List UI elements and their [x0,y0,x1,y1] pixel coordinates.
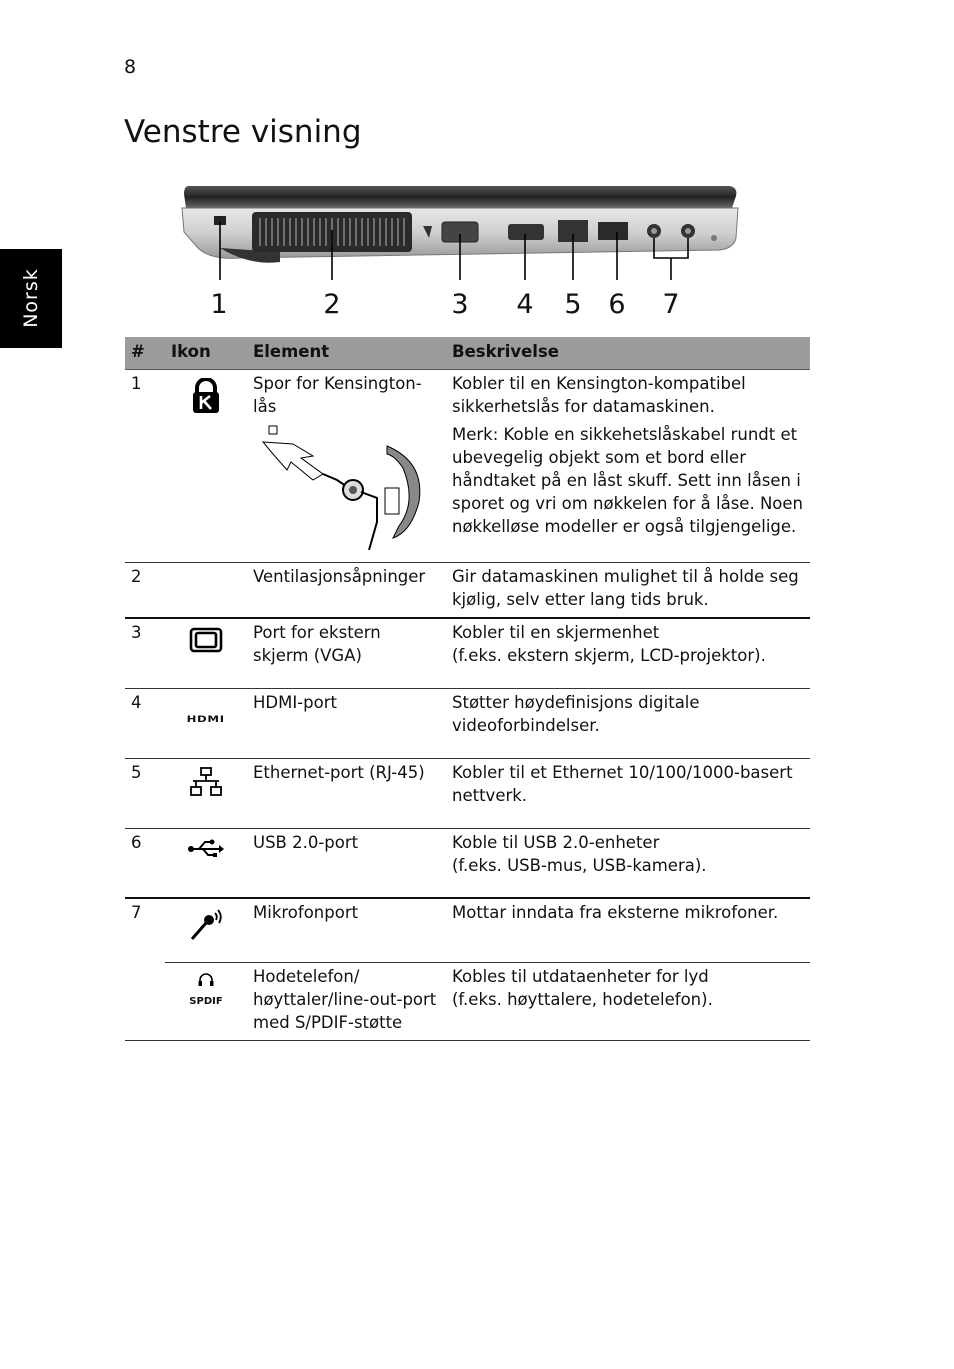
row-note [452,423,804,538]
row-icon [165,370,247,563]
header-element: Element [247,337,446,370]
table-row [125,563,810,619]
row-description [446,962,810,1040]
row-description-example: (f.eks. USB-mus, USB-kamera). [452,855,707,875]
kensington-lock-icon [191,378,221,414]
spdif-icon-label: SPDIF [189,995,223,1007]
callout-1: 1 [210,289,228,320]
row-icon [165,563,247,619]
usb-icon [187,837,225,859]
headphone-icon [196,971,216,987]
page-number: 8 [124,56,137,78]
row-description [446,828,810,898]
row-element: Mikrofonport [253,903,359,922]
row-description [446,618,810,688]
language-tab [0,249,62,348]
row-element: Ethernet-port (RJ-45) [247,758,446,828]
row-description: Gir datamaskinen mulighet til å holde seg kjølig, selv etter lang tids bruk. [446,563,810,619]
table-row [125,898,810,962]
row-description-text: Kobler til en Kensington-kompatibel sikkerhetslås for datamaskinen. [452,374,746,416]
row-element: USB 2.0-port [247,828,446,898]
row-icon [165,618,247,688]
hdmi-icon: HDMI [186,714,226,725]
row-description: Støtter høydefinisjons digitale videoforbindelser. [446,688,810,758]
table-row [125,370,810,563]
note-text: Koble en sikkehetslåskabel rundt et ubevegelig objekt som et bord eller håndtaket på en låst skuff. Sett inn låsen i sporet og vri om nøkkelen for å låse. Noen nøkkelløse modeller er også tilgjengelige. [452,425,803,536]
row-element: Port for ekstern skjerm (VGA) [247,618,446,688]
row-element [247,370,446,563]
row-num: 6 [125,828,165,898]
row-description-text: Kobles til utdataenheter for lyd [452,966,709,986]
row-num: 1 [125,370,165,563]
row-description-example: (f.eks. høyttalere, hodetelefon). [452,989,713,1009]
kensington-cable-illustration [253,422,428,550]
row-num: 5 [125,758,165,828]
table-row [125,828,810,898]
callout-6: 6 [608,289,626,320]
table-row [125,962,810,1040]
header-icon: Ikon [165,337,247,370]
header-description: Beskrivelse [446,337,810,370]
row-num: 4 [125,688,165,758]
callout-5: 5 [564,289,582,320]
table-row [125,758,810,828]
row-icon [165,898,247,962]
table-row [125,688,810,758]
callout-4: 4 [516,289,534,320]
row-description-text: Kobler til en skjermenhet [452,623,660,642]
row-description [446,370,810,563]
vga-icon [189,627,223,653]
row-icon [165,688,247,758]
row-num: 2 [125,563,165,619]
row-icon [165,962,247,1040]
note-label: Merk: [452,425,499,444]
row-icon [165,758,247,828]
row-element: Hodetelefon/ høyttaler/line-out-port med S/PDIF-støtte [247,962,446,1040]
row-description: Mottar inndata fra eksterne mikrofoner. [452,903,779,922]
table-row [125,618,810,688]
row-num: 7 [125,898,165,1040]
table-header-row [125,337,810,370]
row-element: Ventilasjonsåpninger [247,563,446,619]
laptop-left-side-illustration [180,182,740,280]
callout-3: 3 [451,289,469,320]
language-tab-label: Norsk [20,268,42,328]
row-element: HDMI-port [247,688,446,758]
ports-table [125,337,810,1041]
row-icon [165,828,247,898]
row-description: Kobler til et Ethernet 10/100/1000-basert nettverk. [446,758,810,828]
row-description-text: Koble til USB 2.0-enheter [452,832,660,852]
microphone-icon [188,907,224,941]
header-num: # [125,337,165,370]
row-description-example: (f.eks. ekstern skjerm, LCD-projektor). [452,646,766,665]
page-title: Venstre visning [124,114,362,150]
row-element-label: Spor for Kensington-lås [253,374,422,416]
callout-2: 2 [323,289,341,320]
callout-7: 7 [662,289,680,320]
row-num: 3 [125,618,165,688]
ethernet-icon [189,767,223,797]
